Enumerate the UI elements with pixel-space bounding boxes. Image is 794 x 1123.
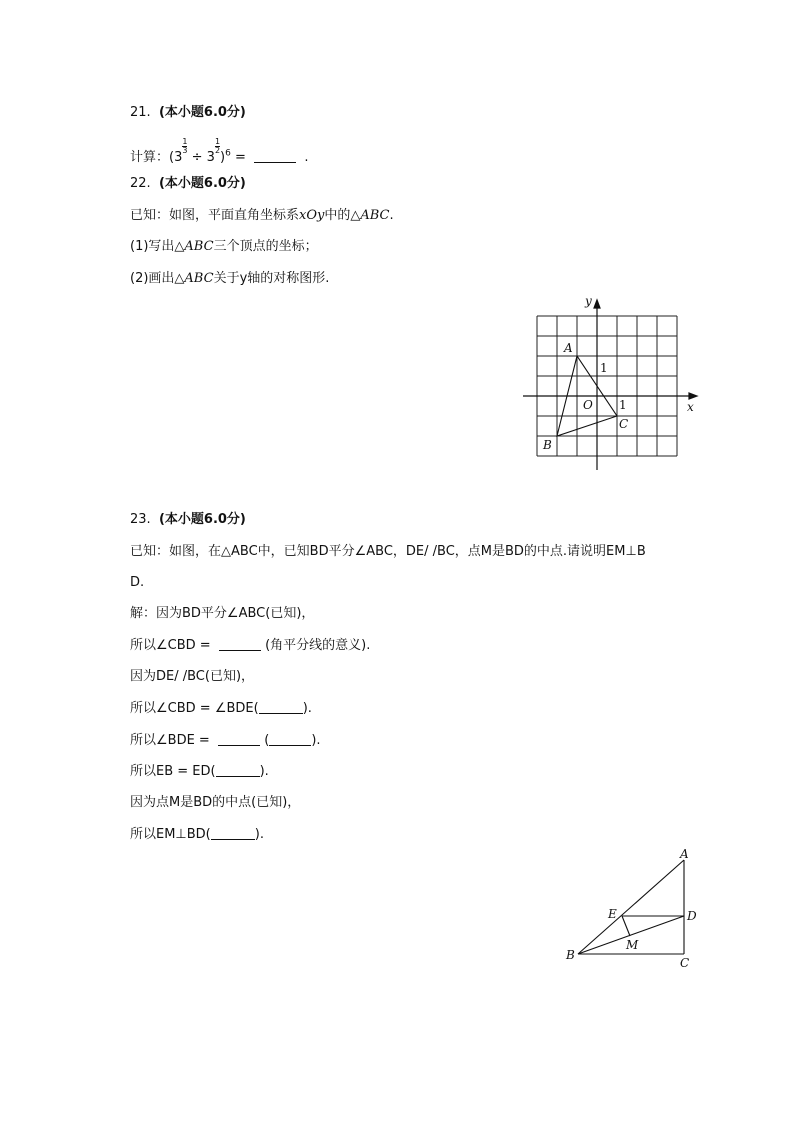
label-m: M: [626, 938, 639, 952]
q21-header: [130, 103, 246, 123]
q23-blank-2[interactable]: [259, 699, 303, 714]
q23-solution-4: [130, 699, 312, 719]
q21-calc-label: 计算：: [130, 150, 170, 165]
q21-exponent-2: 1 2: [214, 137, 221, 155]
y-axis: [594, 300, 600, 470]
q22-part2-triangle: △ABC: [174, 271, 214, 286]
label-e: E: [608, 907, 617, 921]
q21-answer-blank[interactable]: [254, 148, 296, 163]
q22-points: (本小题6.0分): [158, 176, 246, 191]
q23-sol8-pre: 所以EM⊥BD(: [130, 827, 211, 842]
q23-points: (本小题6.0分): [158, 512, 246, 527]
q21-outer-exponent: 6: [225, 148, 231, 159]
q23-solution-2: [130, 636, 370, 656]
q23-solution-1: 解：因为BD平分∠ABC(已知)，: [130, 606, 315, 621]
q21-base-1: 3: [174, 150, 183, 165]
q23-given-cont: D.: [130, 575, 145, 590]
label-unit-y: 1: [600, 361, 608, 375]
q22-number: 22.: [130, 176, 151, 191]
q23-sol2-post: (角平分线的意义).: [265, 638, 371, 653]
q22-triangle: △ABC: [350, 208, 390, 223]
q23-blank-4[interactable]: [269, 731, 311, 746]
q22-part1-post: 三个顶点的坐标；: [213, 239, 318, 254]
label-point-c: C: [619, 417, 629, 431]
label-b: B: [566, 948, 575, 962]
q23-blank-1[interactable]: [219, 636, 261, 651]
q23-sol5-post: ).: [311, 733, 321, 748]
q22-intro: [130, 206, 394, 226]
q21-base-2: 3: [206, 150, 215, 165]
q22-part2-post: 关于y轴的对称图形.: [213, 271, 330, 286]
q23-sol5-pre: 所以∠BDE =: [130, 733, 210, 748]
q23-blank-5[interactable]: [216, 762, 260, 777]
label-y-axis: y: [585, 294, 592, 308]
q23-solution-3: 因为DE/ /BC(已知)，: [130, 669, 255, 684]
q22-intro-mid: 中的: [324, 208, 351, 223]
q23-solution-6: [130, 762, 269, 782]
coordinate-grid-figure: [515, 290, 705, 475]
label-point-a: A: [564, 341, 573, 355]
q23-blank-3[interactable]: [218, 731, 260, 746]
grid-lines: [537, 316, 677, 456]
q23-sol4-post: ).: [302, 701, 312, 716]
q23-sol8-post: ).: [254, 827, 264, 842]
label-x-axis: x: [687, 400, 694, 414]
label-origin: O: [583, 398, 593, 412]
q23-number: 23.: [130, 512, 151, 527]
q22-part1: [130, 237, 318, 257]
q23-sol5-mid: (: [264, 733, 270, 748]
q23-sol2-pre: 所以∠CBD =: [130, 638, 211, 653]
q21-points: (本小题6.0分): [158, 105, 246, 120]
segment-em: [622, 916, 630, 936]
q22-intro-end: .: [389, 208, 394, 223]
q22-part2: [130, 269, 329, 289]
q21-period: .: [304, 150, 309, 165]
q22-header: [130, 174, 246, 194]
q23-solution-7: 因为点M是BD的中点(已知)，: [130, 795, 301, 810]
q21-exponent-1: 1 3: [182, 137, 188, 155]
label-point-b: B: [543, 438, 552, 452]
q22-coordinate-system: xOy: [299, 208, 325, 223]
q21-expression: 计算：(3 $^{\frac{1}{3}}$ ÷ 3 $^{\frac{1}{2}}$ )$^6$ = .: [130, 137, 309, 165]
q23-given: 已知：如图，在△ABC中，已知BD平分∠ABC，DE/ /BC，点M是BD的中点.请说明EM⊥B: [130, 544, 646, 559]
q23-sol4-pre: 所以∠CBD = ∠BDE(: [130, 701, 259, 716]
q21-equals: =: [234, 150, 246, 165]
q23-sol6-pre: 所以EB = ED(: [130, 764, 216, 779]
q22-part2-pre: (2)画出: [130, 271, 175, 286]
q21-number: 21.: [130, 105, 151, 120]
triangle-bisector-figure: [560, 840, 710, 975]
q22-intro-text: 已知：如图，平面直角坐标系: [130, 208, 300, 223]
q23-header: [130, 510, 246, 530]
x-axis: [523, 393, 697, 399]
q23-solution-5: [130, 731, 321, 751]
q21-divide-sign: ÷: [191, 150, 203, 165]
label-c: C: [680, 956, 690, 970]
label-a: A: [680, 847, 689, 861]
label-unit-x: 1: [619, 398, 627, 412]
q22-part1-triangle: △ABC: [174, 239, 214, 254]
label-d: D: [687, 909, 697, 923]
q23-blank-6[interactable]: [211, 825, 255, 840]
q22-part1-pre: (1)写出: [130, 239, 175, 254]
q23-solution-8: [130, 825, 264, 845]
q23-sol6-post: ).: [259, 764, 269, 779]
